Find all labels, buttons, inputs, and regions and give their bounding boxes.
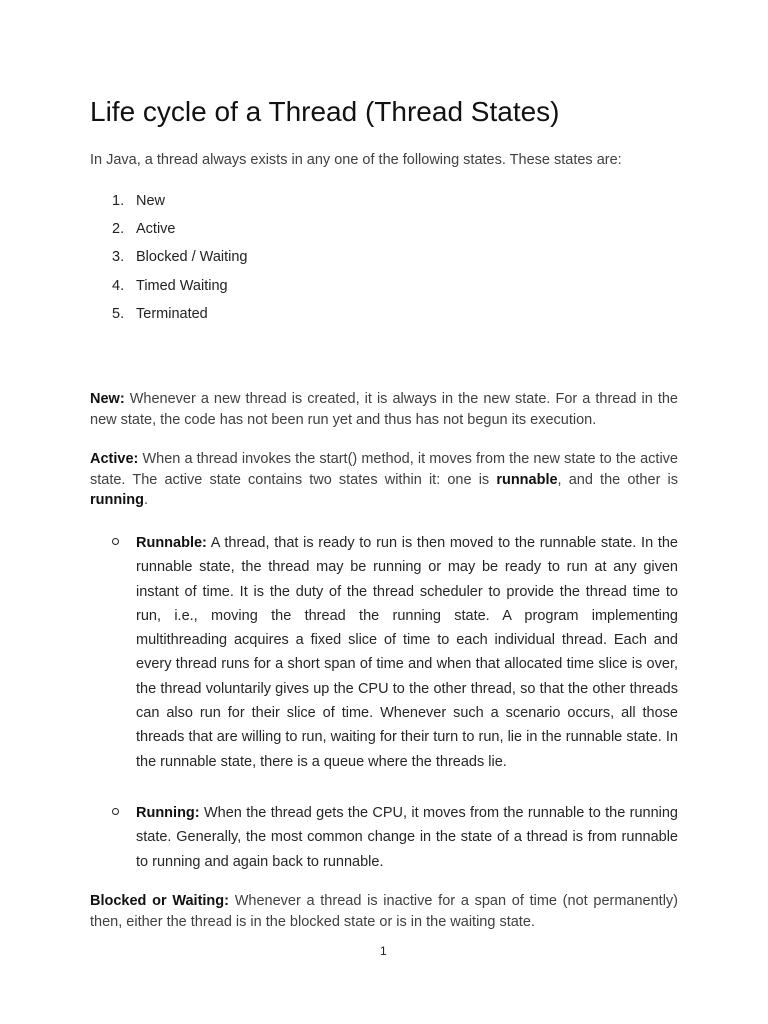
intro-paragraph: In Java, a thread always exists in any one of the following states. These states are:	[90, 152, 622, 168]
list-item	[112, 276, 247, 304]
running-bullet	[136, 801, 678, 874]
active-description: When a thread invokes the start() method, it moves from the new state to the active state. The active state contains two states within it: one is	[90, 451, 678, 488]
list-item	[112, 191, 247, 219]
list-number: 5.	[112, 305, 125, 322]
active-description-2: , and the other is	[557, 471, 679, 488]
list-label: Timed Waiting	[136, 277, 228, 294]
runnable-emphasis: runnable	[496, 471, 558, 488]
blocked-term: Blocked or Waiting:	[90, 893, 229, 909]
page-number: 1	[380, 944, 387, 958]
runnable-term: Runnable:	[136, 535, 207, 551]
thread-states-list	[112, 191, 247, 332]
bullet-circle-icon	[112, 538, 119, 545]
active-term: Active:	[90, 451, 139, 467]
active-description-3: .	[143, 492, 148, 508]
page-title: Life cycle of a Thread (Thread States)	[90, 96, 560, 127]
blocked-description: Whenever a thread is inactive for a span of time (not permanently) then, either the thread is in the blocked state or is in the waiting state.	[90, 893, 678, 930]
runnable-description: A thread, that is ready to run is then moved to the runnable state. In the runnable state, the thread may be running or may be ready to run at any given instant of time. It is the duty of the thread scheduler to provide the thread time to run, i.e., moving the thread the running state. A program implementing multithreading acquires a fixed slice of time to each individual thread. Each and every thread runs for a short span of time and when that allocated time slice is over, the thread voluntarily gives up the CPU to the other thread, so that the other threads can also run for their slice of time. Whenever such a scenario occurs, all those threads that are willing to run, waiting for their turn to run, lie in the runnable state. In the runnable state, there is a queue where the threads lie.	[136, 535, 678, 770]
blocked-state-paragraph	[90, 891, 678, 932]
list-label: Active	[136, 221, 176, 238]
new-term: New:	[90, 391, 125, 407]
bullet-circle-icon	[112, 808, 119, 815]
list-number: 2.	[112, 221, 125, 238]
running-description: When the thread gets the CPU, it moves from the runnable to the running state. Generally, the most common change in the state of a thread is from runnable to running and again back to runnable.	[136, 805, 678, 870]
list-item	[112, 304, 247, 332]
list-label: New	[136, 193, 166, 209]
running-term: Running:	[136, 805, 200, 821]
new-state-paragraph	[90, 389, 678, 430]
list-number: 4.	[112, 277, 125, 294]
list-label: Blocked / Waiting	[136, 249, 248, 266]
list-item	[112, 219, 247, 247]
new-description: Whenever a new thread is created, it is always in the new state. For a thread in the new state, the code has not been run yet and thus has not begun its execution.	[90, 391, 678, 428]
list-number: 3.	[112, 249, 125, 266]
list-number: 1.	[112, 193, 125, 209]
running-emphasis: running	[90, 492, 144, 508]
list-label: Terminated	[136, 305, 208, 322]
list-item	[112, 247, 247, 275]
runnable-bullet	[136, 531, 678, 774]
active-state-paragraph	[90, 449, 678, 511]
